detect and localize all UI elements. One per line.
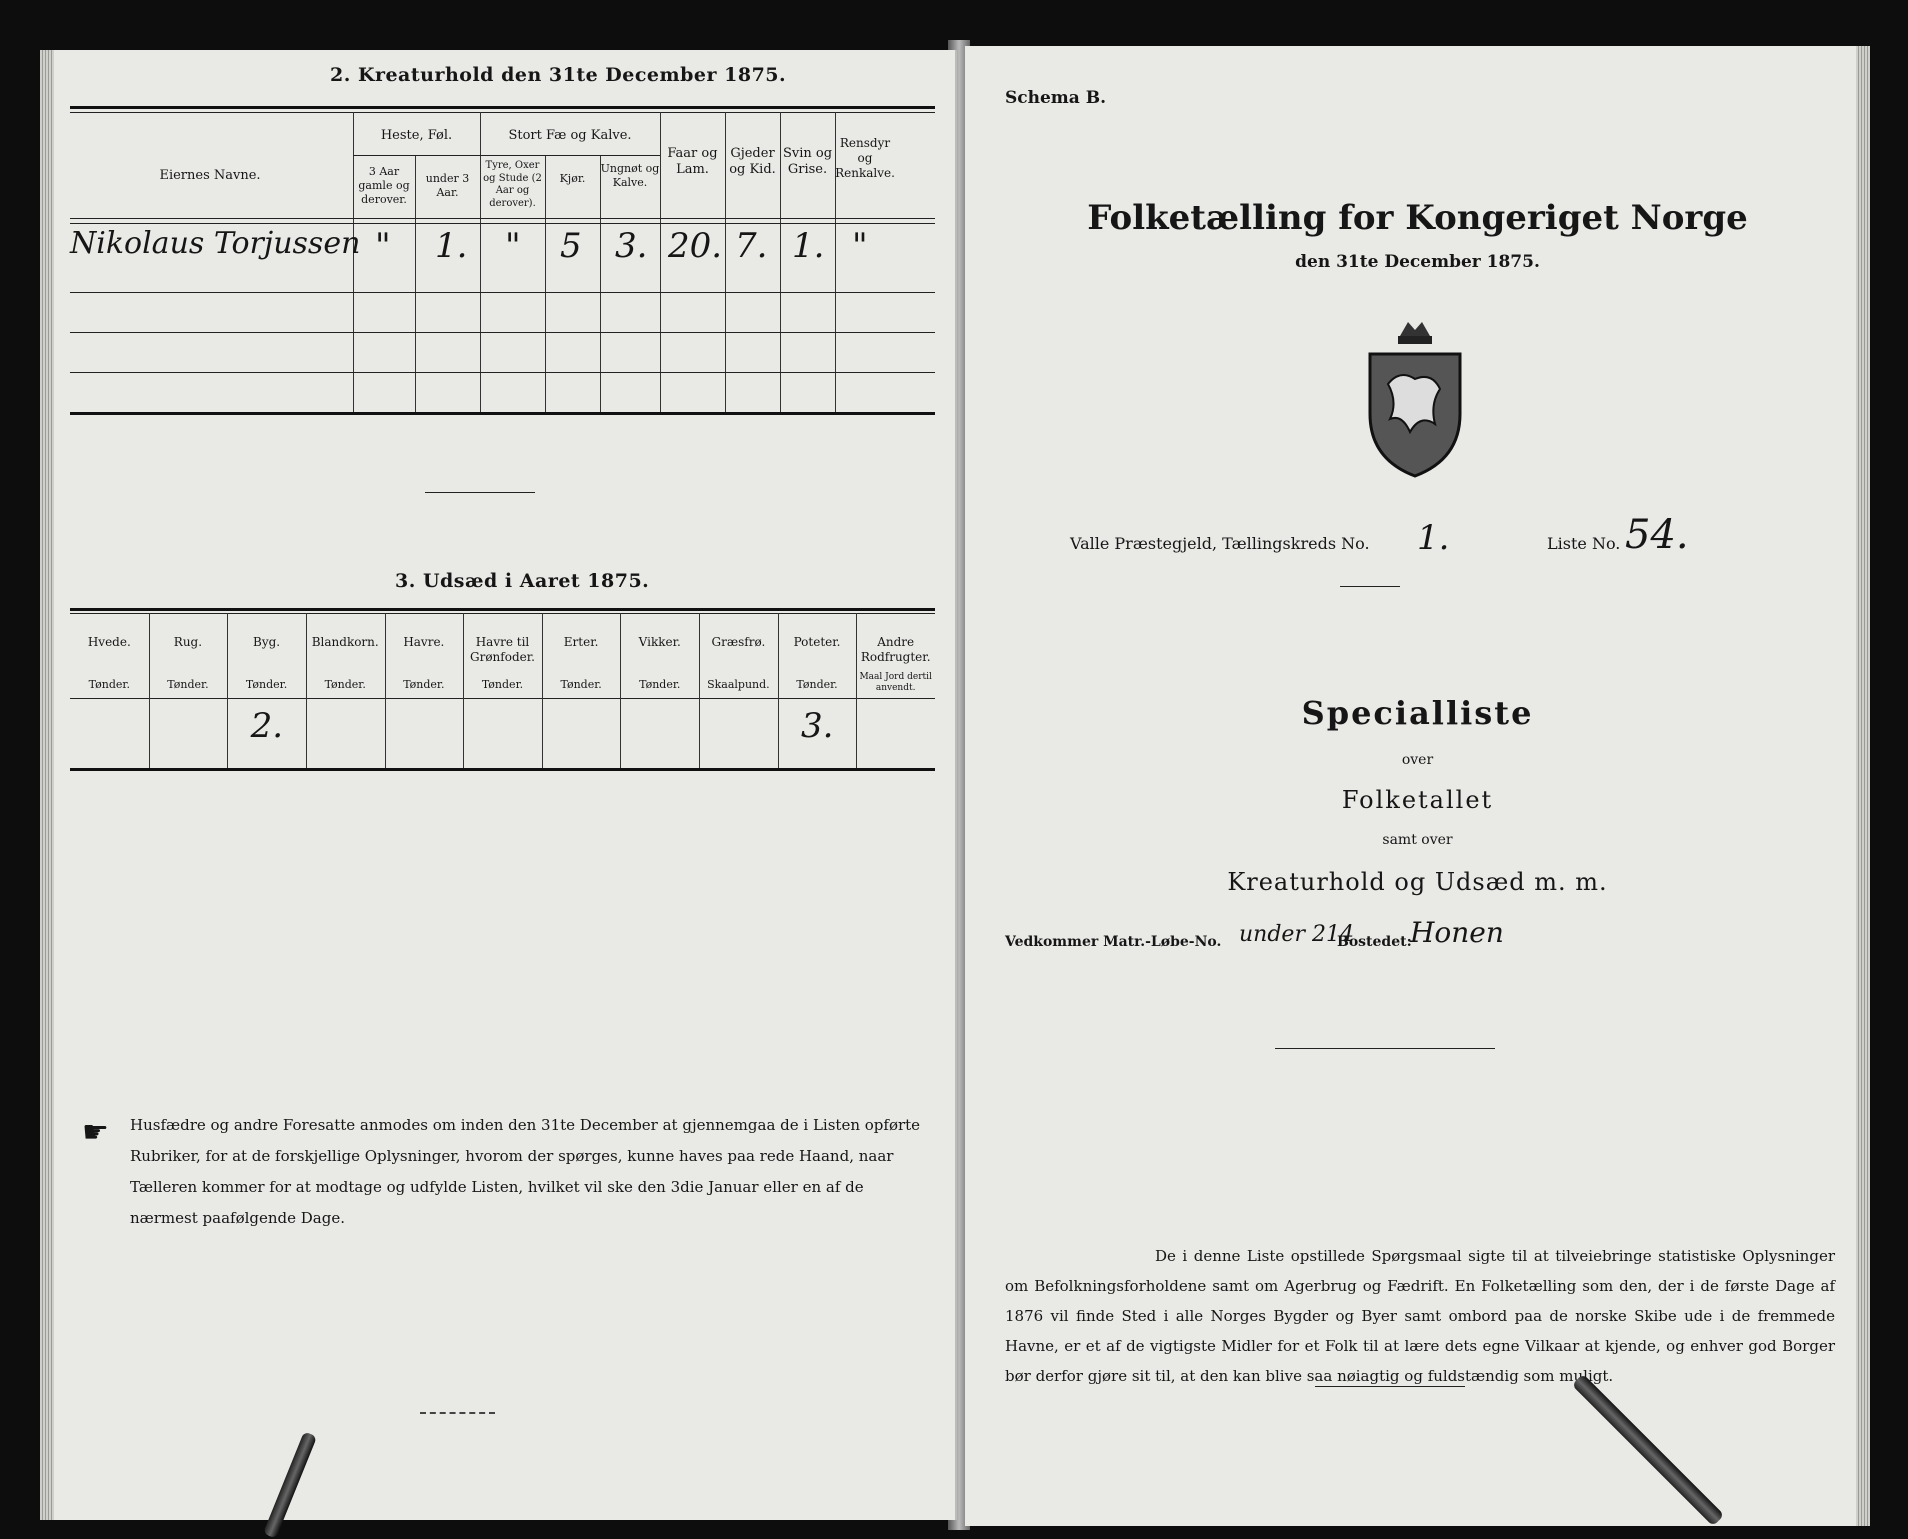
header-heste-3aar: 3 Aar gamle og derover. — [358, 165, 410, 206]
right-page — [965, 46, 1870, 1526]
header-ungnot: Ungnøt og Kalve. — [600, 162, 660, 189]
folketallet: Folketallet — [1341, 786, 1494, 814]
section3-title: 3. Udsæd i Aaret 1875. — [395, 570, 650, 592]
udsaed-header: Byg. — [253, 635, 281, 649]
header-kjor: Kjør. — [559, 172, 586, 185]
udsaed-unit: Skaalpund. — [707, 678, 770, 691]
udsaed-unit: Maal Jord dertil anvendt. — [859, 672, 932, 694]
value-under-3aar: 1. — [435, 226, 468, 266]
header-tyre: Tyre, Oxer og Stude (2 Aar og derover). — [483, 160, 542, 209]
row-rule — [70, 412, 935, 415]
over-text: over — [1401, 752, 1434, 768]
udsaed-header: Græsfrø. — [711, 635, 766, 649]
table-rule — [70, 613, 935, 614]
page-edge — [1856, 46, 1870, 1526]
udsaed-header: Blandkorn. — [311, 635, 379, 649]
udsaed-unit: Tønder. — [639, 678, 681, 691]
notice-text: Husfædre og andre Foresatte anmodes om inden den 31te December at gjennemgaa de i Listen opførte Rubriker, for at de forskjellige Oplysninger, hvorom der spørges, kunne haves paa rede Haand, naar Tælleren kommer for at modtage og udfylde Listen, hvilket vil ske den 3die Januar eller en af de nærmest paafølgende Dage. — [130, 1116, 921, 1227]
row-rule — [70, 292, 935, 293]
udsaed-header: Andre Rodfrugter. — [860, 635, 931, 664]
divider — [1275, 1048, 1495, 1049]
udsaed-header: Poteter. — [793, 635, 841, 649]
district-prefix: Valle Præstegjeld, Tællingskreds No. — [1070, 534, 1370, 553]
divider — [425, 492, 535, 493]
udsaed-unit: Tønder. — [324, 678, 366, 691]
page-edge — [40, 50, 54, 1520]
left-page — [40, 50, 957, 1520]
col-line — [480, 112, 481, 412]
col-line — [353, 112, 354, 412]
census-purpose-paragraph: De i denne Liste opstillede Spørgsmaal sigte til at tilveiebringe statistiske Oplysninger om Befolkningsforholdene samt om Agerbrug og Fædrift. En Folketælling som den, der i de første Dage af 1876 vil finde Sted i alle Norges Bygder og Byer samt ombord paa de norske Skibe ude i de fremmede Havne, er et af de vigtigste Midler for et Folk til at lære dets egne Vilkaar at kjende, og enhver god Borger bør derfor gjøre sit til, at den kan blive saa nøiagtig og fuldstændig som muligt. — [1005, 1247, 1835, 1385]
divider — [420, 1412, 495, 1414]
liste-label: Liste No. — [1547, 534, 1621, 553]
divider — [1340, 586, 1400, 587]
census-title: Folketælling for Kongeriget Norge — [1087, 198, 1748, 238]
col-line — [545, 155, 546, 412]
udsaed-value: 2. — [250, 706, 284, 746]
table-rule — [70, 112, 935, 113]
liste-no: 54. — [1625, 512, 1689, 558]
udsaed-header: Havre. — [403, 635, 445, 649]
header-heste: Heste, Føl. — [380, 128, 453, 143]
row-rule — [70, 372, 935, 373]
row-rule — [70, 698, 935, 699]
specialliste-title: Specialliste — [1301, 694, 1534, 732]
udsaed-unit: Tønder. — [245, 678, 288, 691]
header-under-3aar: under 3 Aar. — [425, 172, 470, 199]
udsaed-header: Rug. — [173, 635, 203, 649]
value-tyre: " — [505, 226, 521, 266]
district-kreds-no: 1. — [1417, 518, 1450, 558]
col-line — [600, 155, 601, 412]
header-rensdyr: Rensdyr og Renkalve. — [835, 136, 895, 180]
udsaed-unit: Tønder. — [167, 678, 209, 691]
schema-label: Schema B. — [1005, 88, 1107, 108]
row-rule — [70, 223, 935, 224]
row-rule — [70, 332, 935, 333]
section2-title: 2. Kreaturhold den 31te December 1875. — [330, 64, 787, 86]
udsaed-unit: Tønder. — [796, 678, 838, 691]
matr-value: under 214 — [1239, 922, 1354, 947]
header-svin: Svin og Grise. — [782, 146, 833, 178]
udsaed-header: Erter. — [563, 635, 599, 649]
value-svin: 1. — [792, 226, 825, 266]
header-faar: Faar og Lam. — [667, 146, 718, 178]
value-rensdyr: " — [852, 226, 868, 266]
census-date: den 31te December 1875. — [1295, 252, 1540, 272]
samt-over-text: samt over — [1382, 832, 1453, 848]
header-gjeder: Gjeder og Kid. — [729, 146, 776, 178]
udsaed-value: 3. — [801, 706, 834, 746]
divider — [1315, 1386, 1465, 1387]
header-name: Eiernes Navne. — [159, 168, 261, 183]
row-rule — [70, 768, 935, 771]
owner-name: Nikolaus Torjussen — [70, 226, 361, 261]
udsaed-header: Havre til Grønfoder. — [470, 635, 535, 664]
value-gjeder: 7. — [735, 226, 768, 266]
kreaturhold-title: Kreaturhold og Udsæd m. m. — [1227, 868, 1608, 896]
value-faar: 20. — [668, 226, 723, 266]
udsaed-unit: Tønder. — [403, 678, 445, 691]
udsaed-unit: Tønder. — [560, 678, 602, 691]
value-kjor: 5 — [560, 226, 582, 266]
udsaed-unit: Tønder. — [88, 678, 130, 691]
bosted-value: Honen — [1410, 916, 1504, 949]
header-stort: Stort Fæ og Kalve. — [508, 128, 632, 143]
bosted-label: Bostedet: — [1337, 934, 1412, 950]
udsaed-header: Vikker. — [638, 635, 681, 649]
coat-of-arms-icon — [1340, 314, 1490, 484]
subhead-rule — [480, 155, 660, 156]
udsaed-unit: Tønder. — [481, 678, 524, 691]
matr-label: Vedkommer Matr.-Løbe-No. — [1005, 934, 1222, 950]
value-heste-3aar: " — [375, 226, 391, 266]
table-rule — [70, 608, 935, 611]
row-rule — [70, 218, 935, 219]
value-ungnot: 3. — [615, 226, 648, 266]
pointing-hand-icon: ☛ — [82, 1115, 109, 1150]
table-rule — [70, 106, 935, 109]
subhead-rule — [353, 155, 480, 156]
udsaed-header: Hvede. — [87, 635, 131, 649]
